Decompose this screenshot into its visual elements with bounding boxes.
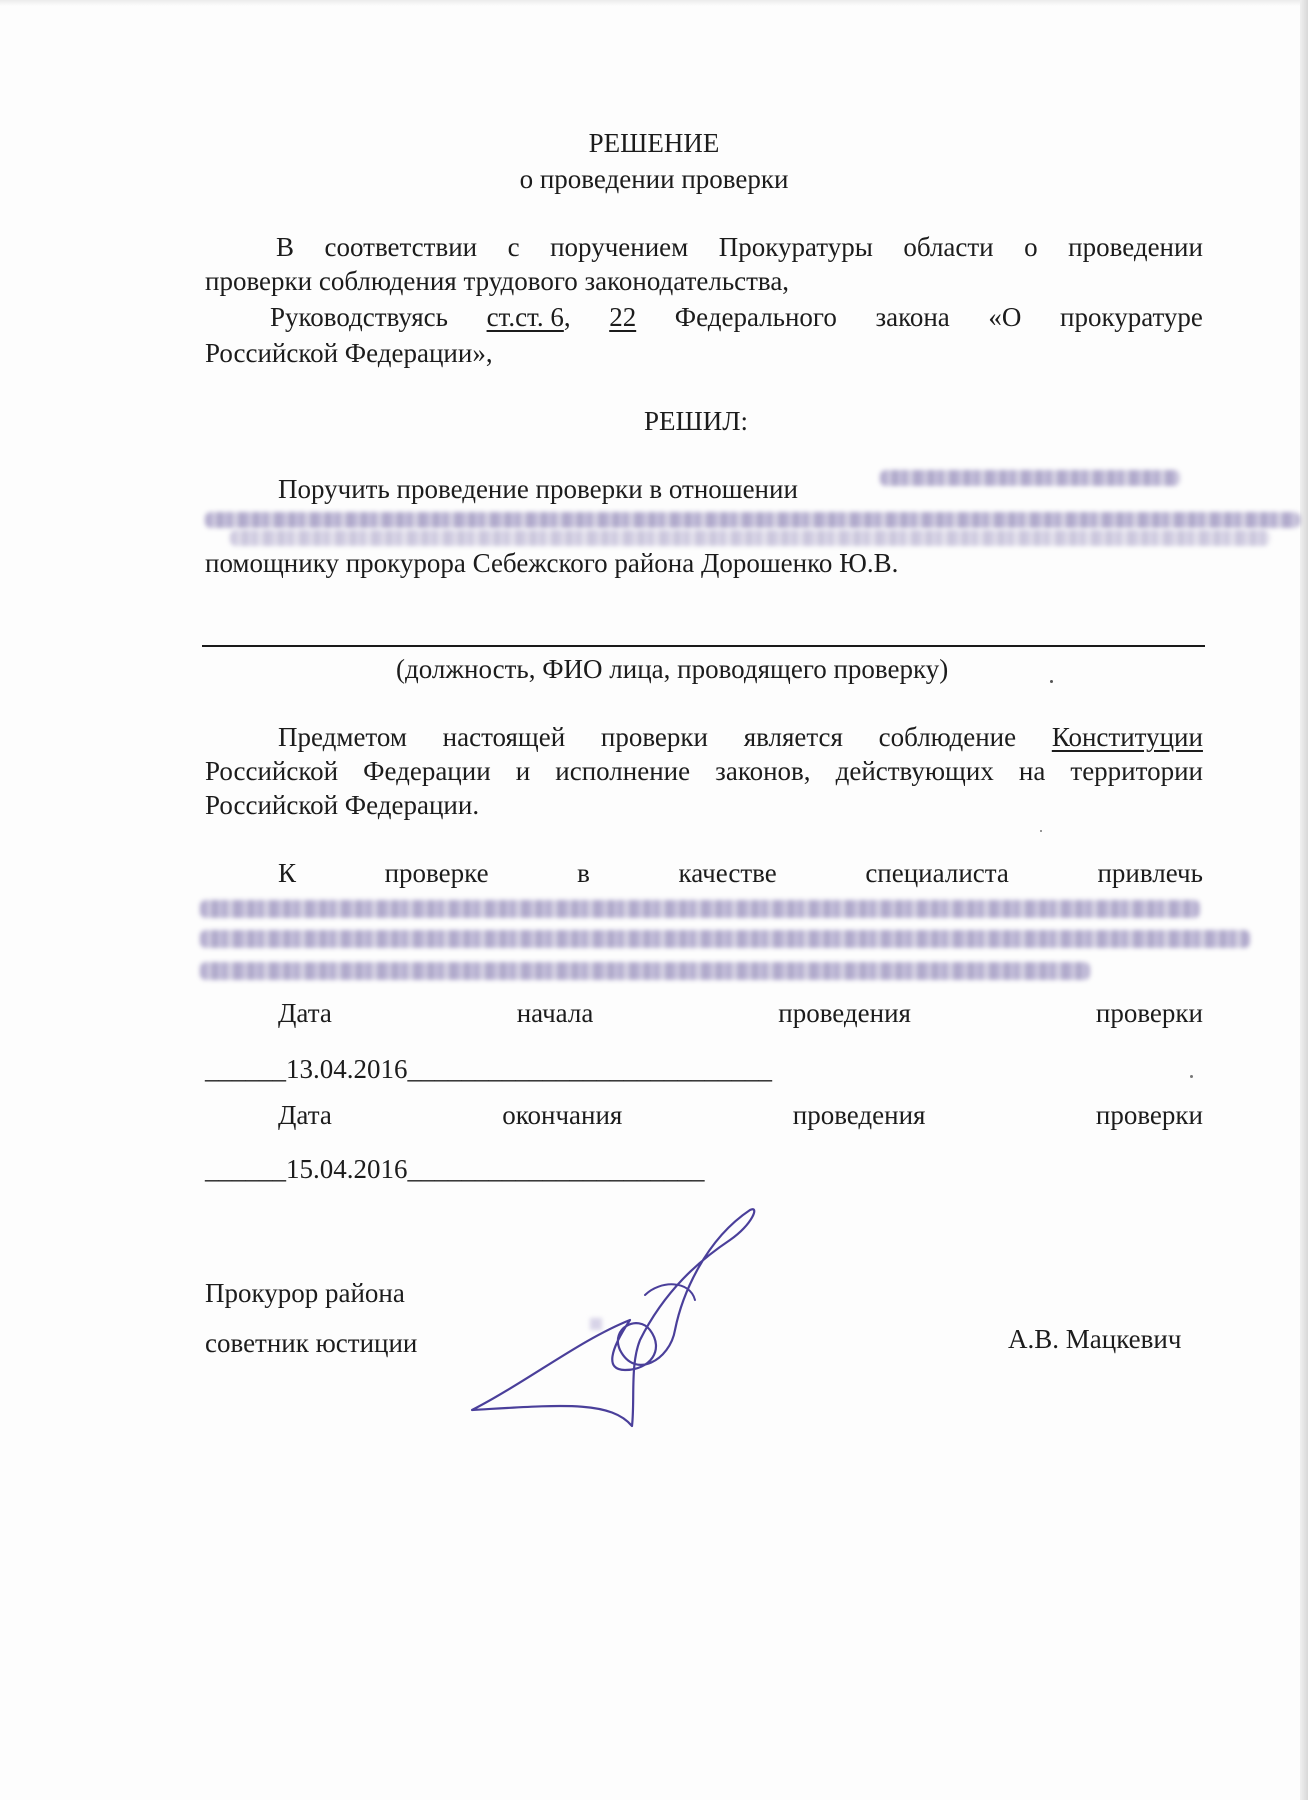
scan-speck (1050, 680, 1053, 683)
document-title: РЕШЕНИЕ (588, 128, 720, 158)
fill-line: ______ (205, 1054, 286, 1084)
fill-line: ______________________ (407, 1154, 705, 1184)
intro-line-4: Российской Федерации», (205, 338, 493, 368)
separator: , (563, 302, 571, 332)
assignee-caption: (должность, ФИО лица, проводящего проверку) (396, 654, 949, 684)
end-date-label (278, 1098, 1203, 1132)
word: Руководствуясь (270, 302, 448, 332)
start-date-field (205, 1052, 772, 1086)
word: в (577, 858, 590, 888)
intro-line-2: проверки соблюдения трудового законодательства, (205, 266, 790, 296)
decided-heading: РЕШИЛ: (644, 406, 749, 436)
word: проведения (792, 1100, 926, 1130)
word: Федерации (363, 756, 491, 786)
redaction-strip (880, 470, 1180, 486)
word: соблюдение (878, 722, 1017, 752)
word: В (276, 232, 295, 262)
word: начала (516, 998, 594, 1028)
word: Предметом (278, 722, 407, 752)
word: проведения (778, 998, 911, 1028)
word: с (507, 232, 520, 262)
law-reference (487, 300, 571, 334)
word: проверки (600, 722, 708, 752)
word: качестве (678, 858, 777, 888)
subject-line-1 (278, 720, 1203, 754)
redaction-strip (230, 530, 1270, 546)
word: соответствии (324, 232, 478, 262)
redaction-strip (200, 900, 1200, 918)
start-date-label (278, 996, 1203, 1030)
redaction-strip (205, 512, 1300, 528)
assign-line-2: помощнику прокурора Себежского района Дорошенко Ю.В. (205, 548, 899, 578)
word: проверке (384, 858, 489, 888)
redaction-strip (200, 962, 1090, 980)
word: проведении (1068, 232, 1203, 262)
word: Федерального (674, 302, 837, 332)
end-date-field (205, 1152, 705, 1186)
scan-edge-right (1300, 0, 1308, 1800)
word: проверки (1095, 1100, 1203, 1130)
word: К (278, 858, 297, 888)
word: исполнение (555, 756, 691, 786)
signer-position-line-1: Прокурор района (205, 1278, 405, 1308)
subject-line-3: Российской Федерации. (205, 790, 480, 820)
word: Дата (278, 998, 332, 1028)
word: закона (875, 302, 950, 332)
law-link-articles[interactable]: ст.ст. 6 (486, 302, 564, 332)
word: прокуратуре (1060, 302, 1203, 332)
word: специалиста (865, 858, 1009, 888)
word: и (515, 756, 531, 786)
handwritten-signature (460, 1200, 780, 1440)
word: законов, (715, 756, 811, 786)
word: проверки (1095, 998, 1203, 1028)
word: о (1024, 232, 1038, 262)
fill-line: ___________________________ (407, 1054, 772, 1084)
assignee-underline (202, 645, 1205, 647)
word: области (903, 232, 994, 262)
scan-speck (1040, 830, 1042, 832)
scan-speck (590, 1318, 602, 1330)
start-date-value: 13.04.2016 (286, 1054, 408, 1084)
word: на (1018, 756, 1046, 786)
word: настоящей (442, 722, 566, 752)
assign-line-1: Поручить проведение проверки в отношении (278, 474, 798, 504)
constitution-link[interactable]: Конституции (1051, 722, 1203, 752)
subject-line-2 (205, 754, 1203, 788)
word: Дата (278, 1100, 332, 1130)
law-link-22[interactable]: 22 (609, 302, 637, 332)
signer-name: А.В. Мацкевич (1008, 1324, 1182, 1354)
intro-line-3 (270, 300, 1203, 334)
fill-line: ______ (205, 1154, 286, 1184)
redaction-strip (200, 930, 1250, 948)
scan-edge-top (0, 0, 1308, 6)
word: территории (1070, 756, 1203, 786)
specialist-line-1 (278, 856, 1203, 890)
word: является (743, 722, 843, 752)
word: поручением (550, 232, 689, 262)
word: действующих (835, 756, 994, 786)
signer-position-line-2: советник юстиции (205, 1328, 418, 1358)
word: Российской (205, 756, 339, 786)
intro-line-1 (276, 230, 1203, 264)
document-subtitle: о проведении проверки (519, 164, 789, 194)
word: окончания (502, 1100, 623, 1130)
scan-speck (1190, 1075, 1193, 1078)
word: «О (988, 302, 1022, 332)
word: Прокуратуры (718, 232, 873, 262)
word: привлечь (1097, 858, 1203, 888)
end-date-value: 15.04.2016 (286, 1154, 408, 1184)
